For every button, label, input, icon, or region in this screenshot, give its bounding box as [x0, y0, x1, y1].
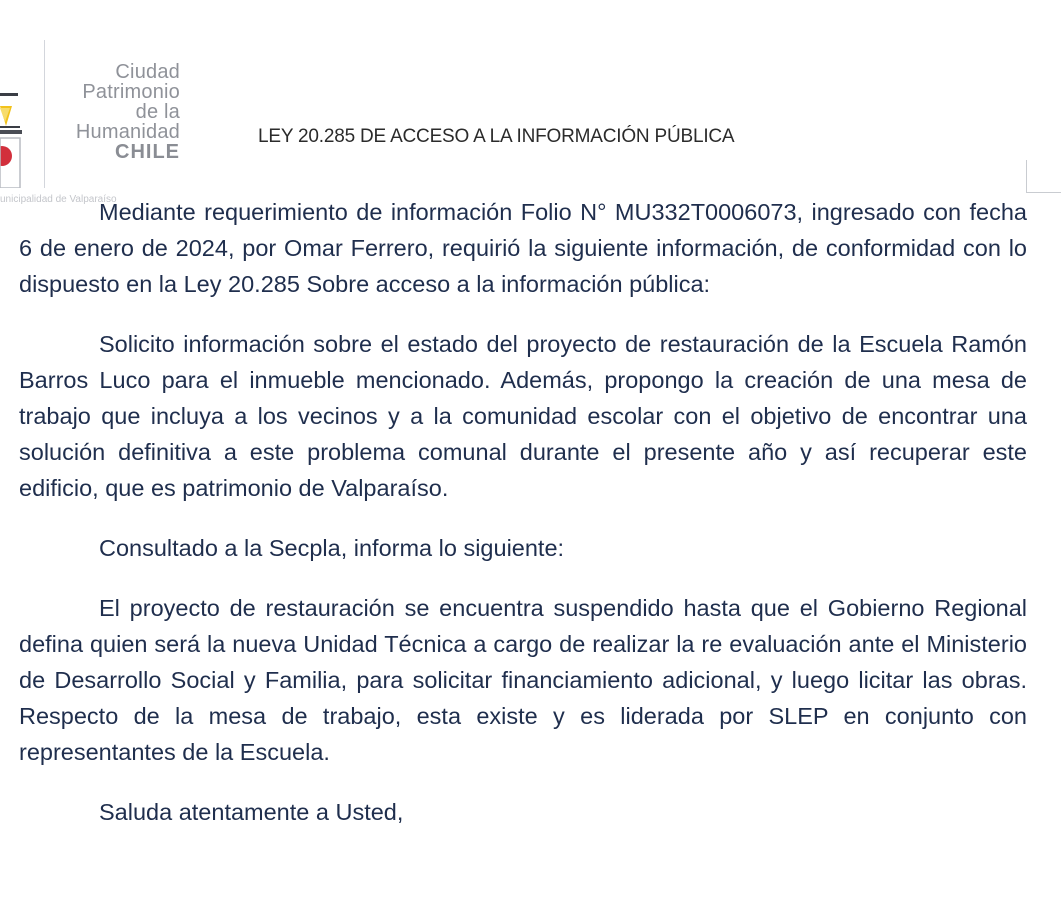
- logo-line-ciudad: Ciudad: [115, 61, 180, 83]
- logo-line-humanidad: Humanidad: [75, 121, 180, 143]
- municipality-caption: unicipalidad de Valparaíso: [0, 194, 117, 205]
- logo-country: CHILE: [115, 141, 180, 163]
- document-body: [19, 194, 1027, 830]
- logo-line-de-la: de la: [135, 101, 180, 123]
- paragraph-response: El proyecto de restauración se encuentra suspendido hasta que el Gobierno Regional defina quien será la nueva Unidad Técnica a cargo de realizar la re evaluación ante el Ministerio de Desarrollo Social y Familia, para solicitar financiamiento adicional, y luego licitar las obras. Respecto de la mesa de trabajo, esta existe y es liderada por SLEP en conjunto con representantes de la Escuela.: [19, 595, 1027, 765]
- logo-line-patrimonio: Patrimonio: [82, 81, 180, 103]
- document-header-title: LEY 20.285 DE ACCESO A LA INFORMACIÓN PÚBLICA: [258, 126, 735, 147]
- paragraph-request-content: Solicito información sobre el estado del proyecto de restauración de la Escuela Ramón Barros Luco para el inmueble mencionado. Además, propongo la creación de una mesa de trabajo que incluya a los vecinos y a la comunidad escolar con el objetivo de encontrar una solución definitiva a este problema comunal durante el presente año y así recuperar este edificio, que es patrimonio de Valparaíso.: [19, 331, 1027, 501]
- paragraph-request-intro: Mediante requerimiento de información Folio N° MU332T0006073, ingresado con fecha 6 de enero de 2024, por Omar Ferrero, requirió la siguiente información, de conformidad con lo dispuesto en la Ley 20.285 Sobre acceso a la información pública:: [19, 199, 1027, 297]
- paragraph-closing: Saluda atentamente a Usted,: [99, 799, 404, 825]
- paragraph-consultation: Consultado a la Secpla, informa lo siguiente:: [99, 535, 565, 561]
- page-corner-mark: [1026, 160, 1061, 193]
- municipal-emblem-icon: [0, 78, 22, 188]
- logo-wordmark: [50, 62, 180, 162]
- logo-divider: [44, 40, 45, 188]
